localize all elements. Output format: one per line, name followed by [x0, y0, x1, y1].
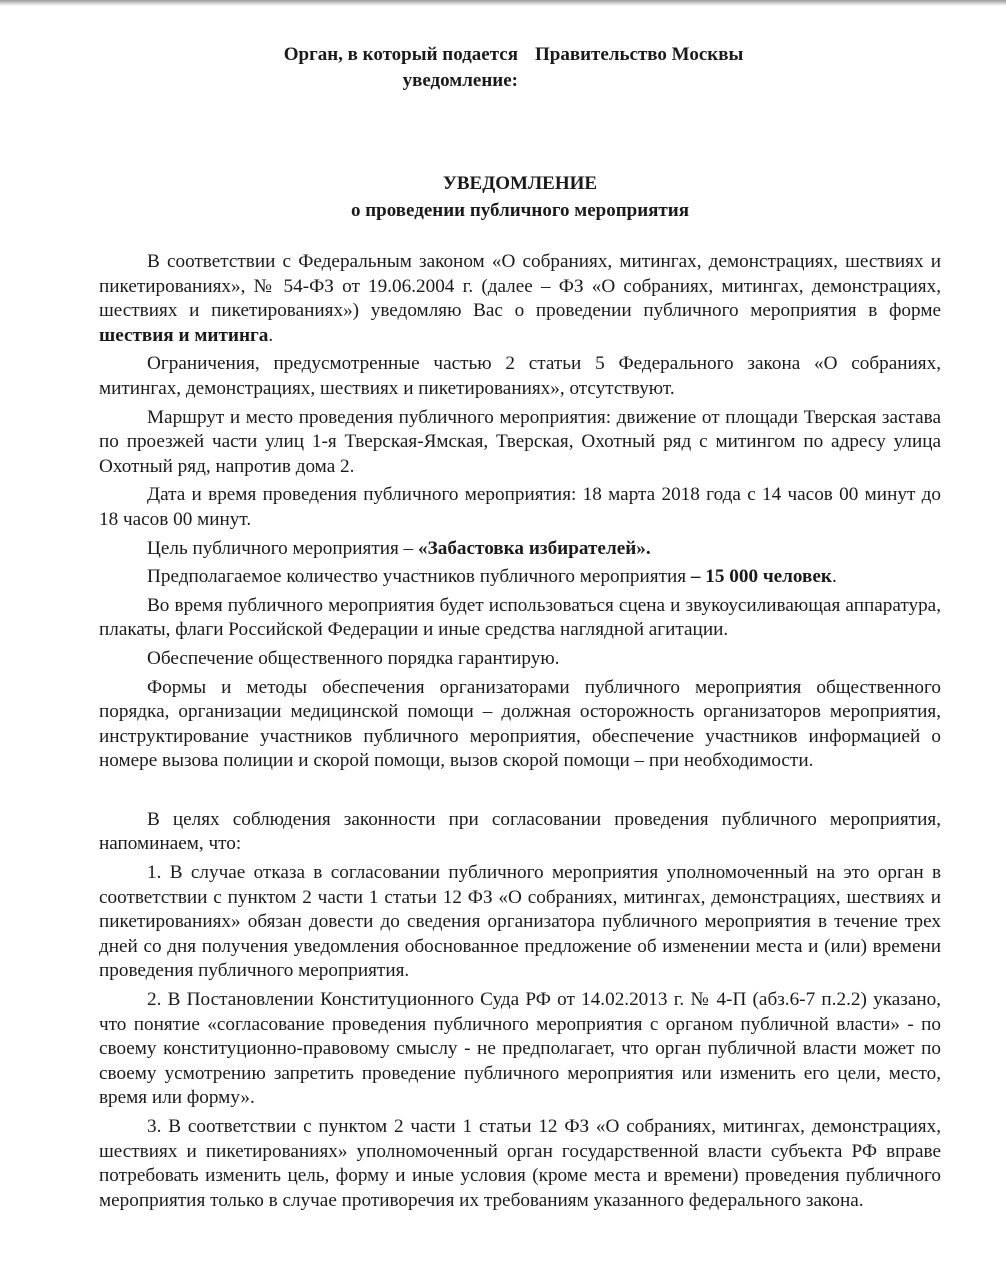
paragraph-restrictions: Ограничения, предусмотренные частью 2 статьи 5 Федерального закона «О собраниях, митингах, демонстрациях, шествиях и пикетированиях», отсутствуют. [99, 353, 941, 399]
reminder-item-1: 1. В случае отказа в согласовании публичного мероприятия уполномоченный на это орган в соответствии с пунктом 2 части 1 статьи 12 ФЗ «О собраниях, митингах, демонстрациях, шествиях и пикетированиях» обязан довести до сведения организатора публичного мероприятия в течение трех дней со дня получения уведомления обоснованное предложение об изменении места и (или) времени проведения публичного мероприятия. [99, 862, 941, 982]
paragraph-participants-text: Предполагаемое количество участников публичного мероприятия [147, 566, 691, 588]
paragraph-participants-end: . [831, 566, 837, 588]
paragraph-reminder-intro: В целях соблюдения законности при согласовании проведения публичного мероприятия, напоминаем, что: [99, 808, 941, 855]
reminder-item-3: 3. В соответствии с пунктом 2 части 1 статьи 12 ФЗ «О собраниях, митингах, демонстрациях, шествиях и пикетированиях» уполномоченный орган государственной власти субъекта РФ вправе потребовать изменить цель, форму и иные условия (кроме места и времени) проведения публичного мероприятия только в случае противоречия их требованиям указанного федерального закона. [99, 1116, 941, 1211]
addressee-value: Правительство Москвы [535, 44, 744, 65]
paragraph-participants [99, 565, 941, 590]
paragraph-equipment: Во время публичного мероприятия будет использоваться сцена и звукоусиливающая аппаратура, плакаты, флаги Российской Федерации и иные средства наглядной агитации. [99, 594, 941, 641]
addressee-label [253, 42, 518, 94]
paragraph-event-form-end: . [268, 324, 274, 346]
addressee-label-line2: уведомление: [402, 70, 518, 91]
event-form-bold: шествия и митинга [99, 324, 269, 346]
paragraph-methods: Формы и методы обеспечения организаторами публичного мероприятия общественного порядка, организации медицинской помощи – должная осторожность организаторов мероприятия, инструктирование участников публичного мероприятия, обеспечение участников информацией о номере вызова полиции и скорой помощи, вызов скорой помощи – при необходимости. [99, 676, 941, 772]
document-title [0, 170, 1006, 224]
paragraph-event-form [99, 250, 941, 348]
scan-edge [0, 0, 1006, 6]
addressee-label-line1: Орган, в который подается [283, 44, 518, 65]
paragraph-order-guarantee: Обеспечение общественного порядка гарантирую. [147, 647, 560, 669]
purpose-bold: «Забастовка избирателей». [418, 537, 651, 559]
paragraph-purpose [99, 537, 941, 562]
paragraph-event-form-text: В соответствии с Федеральным законом «О собраниях, митингах, демонстрациях, шествиях и пикетированиях», № 54-ФЗ от 19.06.2004 г. (далее – ФЗ «О собраниях, митингах, демонстрациях, шествиях и пикетированиях») уведомляю Вас о проведении публичного мероприятия в форме [99, 251, 941, 322]
paragraph-date-time: Дата и время проведения публичного мероприятия: 18 марта 2018 года с 14 часов 00 минут до 18 часов 00 минут. [99, 484, 941, 530]
paragraph-route: Маршрут и место проведения публичного мероприятия: движение от площади Тверская застава по проезжей части улиц 1-я Тверская-Ямская, Тверская, Охотный ряд с митингом по адресу улица Охотный ряд, напротив дома 2. [99, 406, 941, 477]
paragraph-purpose-text: Цель публичного мероприятия – [147, 537, 418, 559]
participants-bold: – 15 000 человек [690, 566, 832, 588]
reminder-item-2: 2. В Постановлении Конституционного Суда РФ от 14.02.2013 г. № 4-П (абз.6-7 п.2.2) указано, что понятие «согласование проведения публичного мероприятия с органом публичной власти» - по своему конституционно-правовому смыслу - не предполагает, что орган публичной власти может по своему усмотрению запретить проведение публичного мероприятия или изменить его цели, место, время или форму». [99, 989, 941, 1109]
document-body [99, 250, 941, 1213]
title-line1: УВЕДОМЛЕНИЕ [442, 173, 598, 194]
title-line2: о проведении публичного мероприятия [350, 200, 689, 221]
